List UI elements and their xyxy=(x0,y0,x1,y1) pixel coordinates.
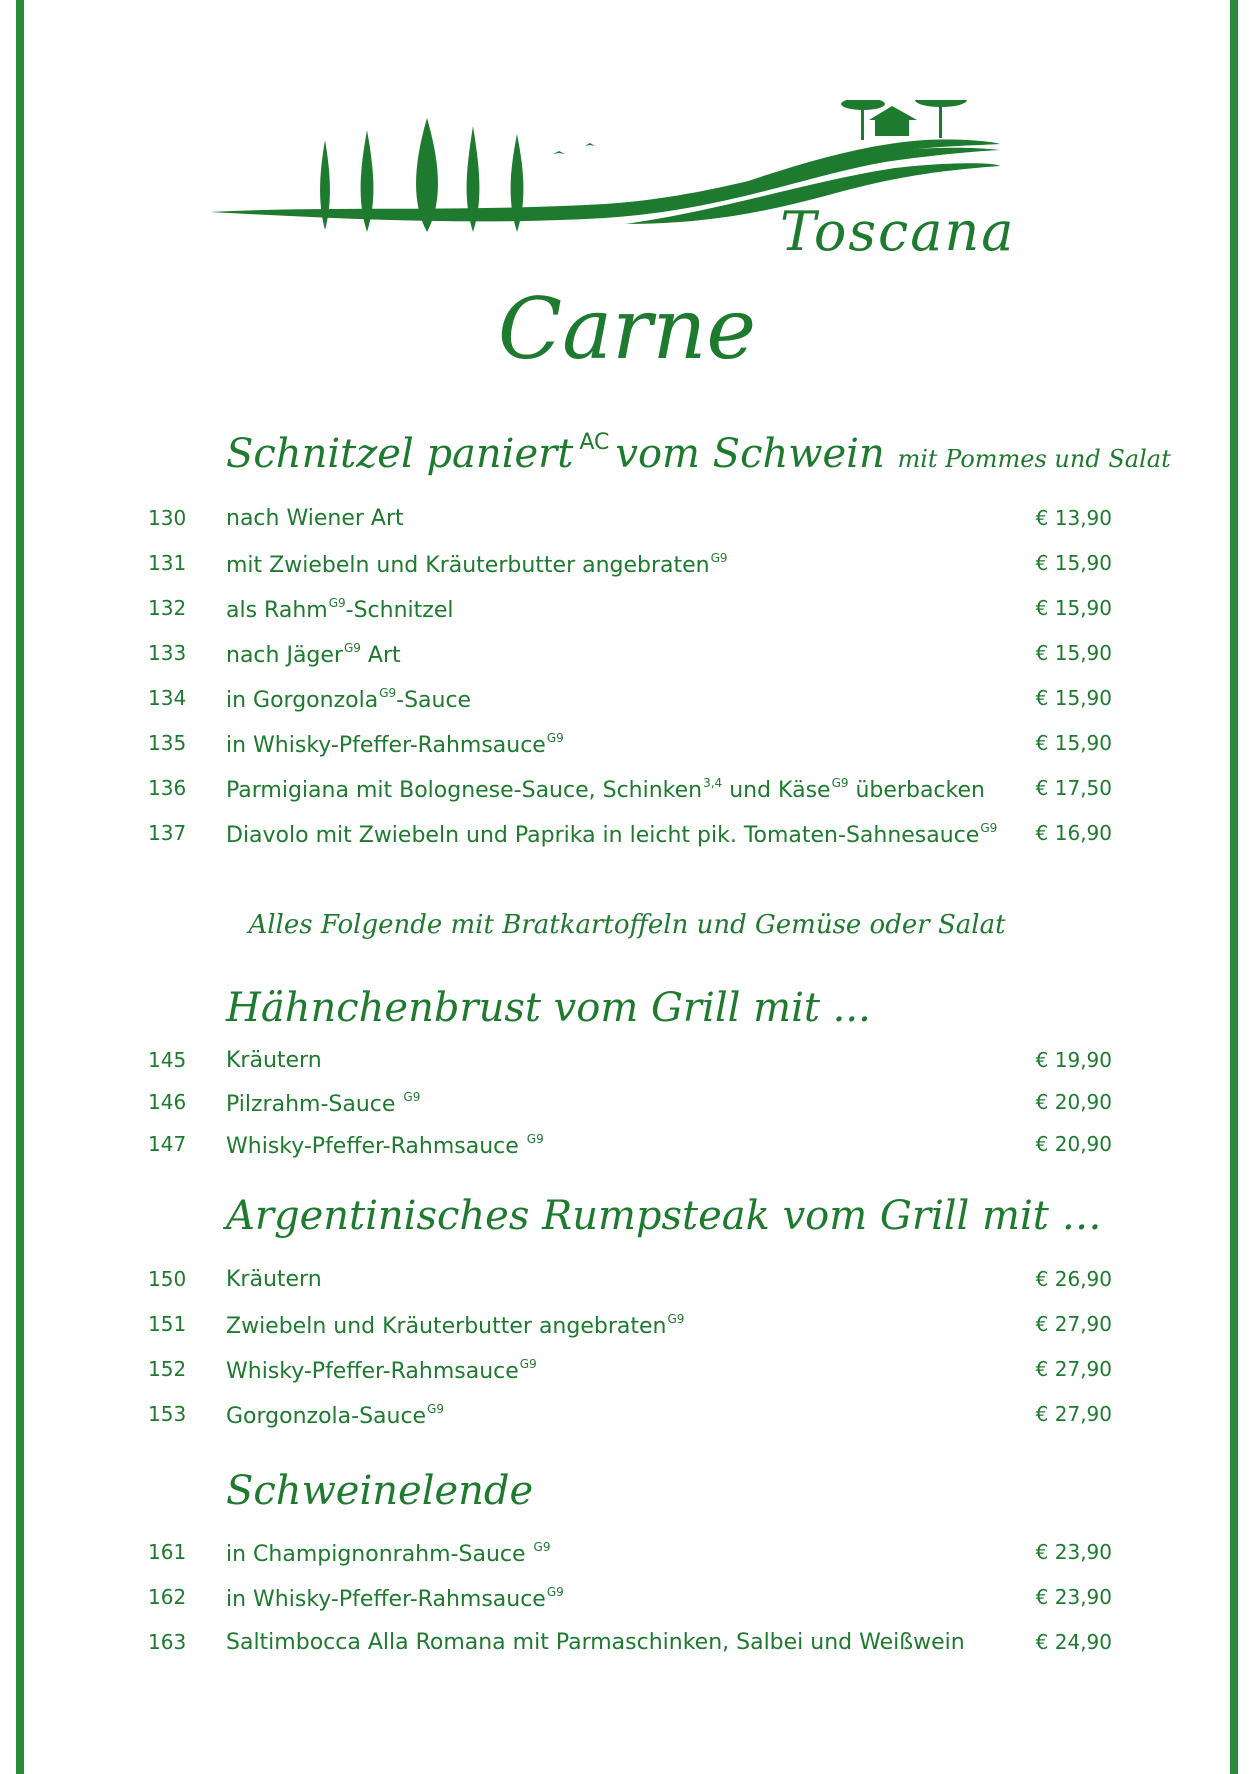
allergen-sup: G9 xyxy=(526,1132,544,1146)
item-text xyxy=(226,821,997,848)
allergen-sup: G9 xyxy=(831,776,849,790)
item-text xyxy=(226,1540,550,1567)
allergen-sup: G9 xyxy=(403,1090,421,1104)
page-border-right xyxy=(1230,0,1238,1774)
menu-item xyxy=(148,1630,1112,1664)
menu-item xyxy=(148,1090,1112,1124)
menu-item xyxy=(148,1267,1112,1301)
menu-item xyxy=(148,1312,1112,1346)
allergen-sup: G9 xyxy=(710,551,728,565)
menu-item xyxy=(148,596,1112,630)
menu-item xyxy=(148,686,1112,720)
allergen-sup: AC xyxy=(579,430,610,455)
item-text: Kräutern xyxy=(226,1267,322,1292)
item-price: € 15,90 xyxy=(1035,686,1112,710)
item-number: 153 xyxy=(148,1402,187,1426)
menu-item xyxy=(148,1585,1112,1619)
allergen-sup: G9 xyxy=(546,731,564,745)
item-text-main: Diavolo mit Zwiebeln und Paprika in leicht pik. Tomaten-Sahnesauce xyxy=(226,823,980,848)
item-text-main: Pilzrahm-Sauce xyxy=(226,1092,403,1117)
menu-item xyxy=(148,776,1112,810)
item-text-main: in Champignonrahm-Sauce xyxy=(226,1542,533,1567)
allergen-sup: G9 xyxy=(980,821,998,835)
item-text xyxy=(226,776,985,803)
item-price: € 23,90 xyxy=(1035,1585,1112,1609)
item-text-main: Zwiebeln und Kräuterbutter angebraten xyxy=(226,1314,667,1339)
menu-item xyxy=(148,1357,1112,1391)
item-price: € 19,90 xyxy=(1035,1048,1112,1072)
item-number: 136 xyxy=(148,776,187,800)
item-number: 134 xyxy=(148,686,187,710)
allergen-sup: G9 xyxy=(343,641,361,655)
menu-item xyxy=(148,1540,1112,1574)
item-price: € 20,90 xyxy=(1035,1090,1112,1114)
item-text xyxy=(226,551,728,578)
item-price: € 26,90 xyxy=(1035,1267,1112,1291)
menu-item xyxy=(148,821,1112,855)
item-price: € 27,90 xyxy=(1035,1402,1112,1426)
item-number: 146 xyxy=(148,1090,187,1114)
item-number: 137 xyxy=(148,821,187,845)
page-title: Carne xyxy=(497,280,757,378)
item-price: € 23,90 xyxy=(1035,1540,1112,1564)
item-number: 150 xyxy=(148,1267,187,1291)
item-number: 147 xyxy=(148,1132,187,1156)
section-title-rumpsteak: Argentinisches Rumpsteak vom Grill mit … xyxy=(226,1193,1102,1239)
item-number: 135 xyxy=(148,731,187,755)
item-price: € 24,90 xyxy=(1035,1630,1112,1654)
item-price: € 13,90 xyxy=(1035,506,1112,530)
item-number: 133 xyxy=(148,641,187,665)
item-number: 163 xyxy=(148,1630,187,1654)
section-title-schnitzel xyxy=(226,430,1171,477)
item-price: € 15,90 xyxy=(1035,641,1112,665)
allergen-sup: G9 xyxy=(379,686,397,700)
item-text xyxy=(226,1402,444,1429)
item-number: 151 xyxy=(148,1312,187,1336)
allergen-sup: G9 xyxy=(533,1540,551,1554)
section-title-schweinelende: Schweinelende xyxy=(226,1468,534,1514)
item-text xyxy=(226,596,453,623)
allergen-sup: G9 xyxy=(427,1402,445,1416)
item-text xyxy=(226,1585,564,1612)
item-price: € 27,90 xyxy=(1035,1357,1112,1381)
item-text-a: als Rahm xyxy=(226,598,328,623)
section-title-rest: vom Schwein xyxy=(615,431,885,477)
item-text xyxy=(226,686,471,713)
allergen-sup: G9 xyxy=(667,1312,685,1326)
item-number: 161 xyxy=(148,1540,187,1564)
allergen-sup: G9 xyxy=(519,1357,537,1371)
item-number: 132 xyxy=(148,596,187,620)
menu-item xyxy=(148,1132,1112,1166)
item-price: € 20,90 xyxy=(1035,1132,1112,1156)
allergen-sup: G9 xyxy=(328,596,346,610)
item-text: nach Wiener Art xyxy=(226,506,404,531)
menu-item xyxy=(148,1048,1112,1082)
item-text: Kräutern xyxy=(226,1048,322,1073)
item-text xyxy=(226,641,401,668)
menu-item xyxy=(148,641,1112,675)
item-text xyxy=(226,731,564,758)
item-price: € 16,90 xyxy=(1035,821,1112,845)
side-dish-note: Alles Folgende mit Bratkartoffeln und Gemüse oder Salat xyxy=(248,910,1006,940)
menu-item xyxy=(148,1402,1112,1436)
brand-name: Toscana xyxy=(780,200,1016,263)
item-number: 131 xyxy=(148,551,187,575)
item-text-b: -Schnitzel xyxy=(345,598,454,623)
item-text-b: und Käse xyxy=(722,778,831,803)
item-number: 162 xyxy=(148,1585,187,1609)
item-text xyxy=(226,1132,544,1159)
section-title-haehnchenbrust: Hähnchenbrust vom Grill mit ... xyxy=(226,985,871,1031)
item-text-main: Whisky-Pfeffer-Rahmsauce xyxy=(226,1134,526,1159)
section-title-text: Schnitzel paniert xyxy=(226,431,574,477)
item-number: 145 xyxy=(148,1048,187,1072)
item-price: € 15,90 xyxy=(1035,596,1112,620)
item-price: € 27,90 xyxy=(1035,1312,1112,1336)
allergen-sup: 3,4 xyxy=(703,776,723,790)
item-text-main: Gorgonzola-Sauce xyxy=(226,1404,427,1429)
item-text-b: Art xyxy=(360,643,401,668)
item-text-main: mit Zwiebeln und Kräuterbutter angebraten xyxy=(226,553,710,578)
item-text: Saltimbocca Alla Romana mit Parmaschinken, Salbei und Weißwein xyxy=(226,1630,965,1655)
allergen-sup: G9 xyxy=(546,1585,564,1599)
item-text-a: nach Jäger xyxy=(226,643,343,668)
item-price: € 15,90 xyxy=(1035,731,1112,755)
item-text-a: in Gorgonzola xyxy=(226,688,379,713)
item-price: € 17,50 xyxy=(1035,776,1112,800)
item-number: 130 xyxy=(148,506,187,530)
menu-item xyxy=(148,506,1112,540)
page-border-left xyxy=(16,0,24,1774)
item-text-main: in Whisky-Pfeffer-Rahmsauce xyxy=(226,1587,546,1612)
item-text-c: überbacken xyxy=(848,778,985,803)
item-text xyxy=(226,1090,420,1117)
menu-item xyxy=(148,551,1112,585)
item-text xyxy=(226,1357,537,1384)
item-text-main: in Whisky-Pfeffer-Rahmsauce xyxy=(226,733,546,758)
item-number: 152 xyxy=(148,1357,187,1381)
item-text xyxy=(226,1312,684,1339)
item-text-main: Whisky-Pfeffer-Rahmsauce xyxy=(226,1359,519,1384)
item-text-b: -Sauce xyxy=(396,688,472,713)
menu-item xyxy=(148,731,1112,765)
item-text-a: Parmigiana mit Bolognese-Sauce, Schinken xyxy=(226,778,703,803)
item-price: € 15,90 xyxy=(1035,551,1112,575)
section-subtitle: mit Pommes und Salat xyxy=(897,445,1171,473)
